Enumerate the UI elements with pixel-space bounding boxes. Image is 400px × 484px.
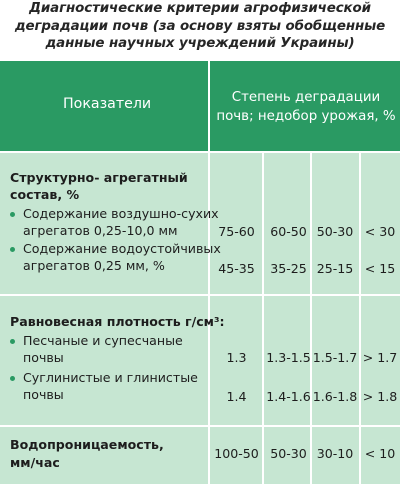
row-label: Содержание водоустойчивых bbox=[23, 241, 221, 256]
table-cell: < 10 bbox=[364, 446, 396, 461]
table-cell: 35-25 bbox=[270, 261, 307, 276]
header-divider bbox=[208, 61, 210, 151]
bullet-icon bbox=[10, 339, 15, 344]
column-divider bbox=[359, 153, 361, 484]
section-heading: мм/час bbox=[10, 455, 60, 470]
table-cell: 1.6-1.8 bbox=[312, 389, 358, 404]
row-label: Суглинистые и глинистые bbox=[23, 370, 198, 385]
table-cell: 1.3-1.5 bbox=[266, 350, 311, 365]
table-cell: 25-15 bbox=[316, 261, 354, 276]
section-heading: Водопроницаемость, bbox=[10, 437, 164, 452]
section-heading: состав, % bbox=[10, 187, 80, 202]
bullet-icon bbox=[10, 247, 15, 252]
row-label: Песчаные и супесчаные bbox=[23, 333, 183, 348]
title-line-1: Диагностические критерии агрофизической bbox=[29, 1, 371, 16]
title-line-3: данные научных учреждений Украины) bbox=[45, 36, 355, 51]
table-cell: 50-30 bbox=[270, 446, 307, 461]
header-degradation bbox=[212, 88, 400, 126]
table-cell: < 30 bbox=[364, 224, 396, 239]
column-divider bbox=[310, 153, 312, 484]
row-label: почвы bbox=[23, 387, 64, 402]
column-divider bbox=[262, 153, 264, 484]
table-cell: 75-60 bbox=[218, 224, 255, 239]
section-heading: Структурно- агрегатный bbox=[10, 170, 188, 185]
title-line-2: деградации почв (за основу взяты обобщенные bbox=[14, 18, 386, 34]
row-label: Содержание воздушно-сухих bbox=[23, 206, 219, 221]
table-header bbox=[0, 61, 400, 151]
table-cell: 45-35 bbox=[218, 261, 255, 276]
row-label: почвы bbox=[23, 350, 64, 365]
bullet-icon bbox=[10, 376, 15, 381]
table-cell: 50-30 bbox=[316, 224, 354, 239]
table-cell: 30-10 bbox=[316, 446, 354, 461]
table-cell: 1.3 bbox=[226, 350, 247, 365]
row-label: агрегатов 0,25-10,0 мм bbox=[23, 223, 178, 238]
table-title bbox=[0, 0, 400, 58]
section-heading: Равновесная плотность г/см³: bbox=[10, 314, 225, 329]
table-cell: > 1.7 bbox=[362, 350, 398, 365]
header-degradation-line-1: Степень деградации bbox=[231, 90, 381, 105]
bullet-icon bbox=[10, 212, 15, 217]
header-indicators: Показатели bbox=[63, 96, 152, 112]
table-cell: 1.4-1.6 bbox=[266, 389, 311, 404]
table-cell: 1.4 bbox=[226, 389, 247, 404]
table-cell: 60-50 bbox=[270, 224, 307, 239]
table-cell: 100-50 bbox=[214, 446, 259, 461]
row-label: агрегатов 0,25 мм, % bbox=[23, 258, 165, 273]
header-degradation-line-2: почв; недобор урожая, % bbox=[216, 109, 396, 124]
table-cell: 1.5-1.7 bbox=[312, 350, 358, 365]
table-cell: < 15 bbox=[364, 261, 396, 276]
table-cell: > 1.8 bbox=[362, 389, 398, 404]
